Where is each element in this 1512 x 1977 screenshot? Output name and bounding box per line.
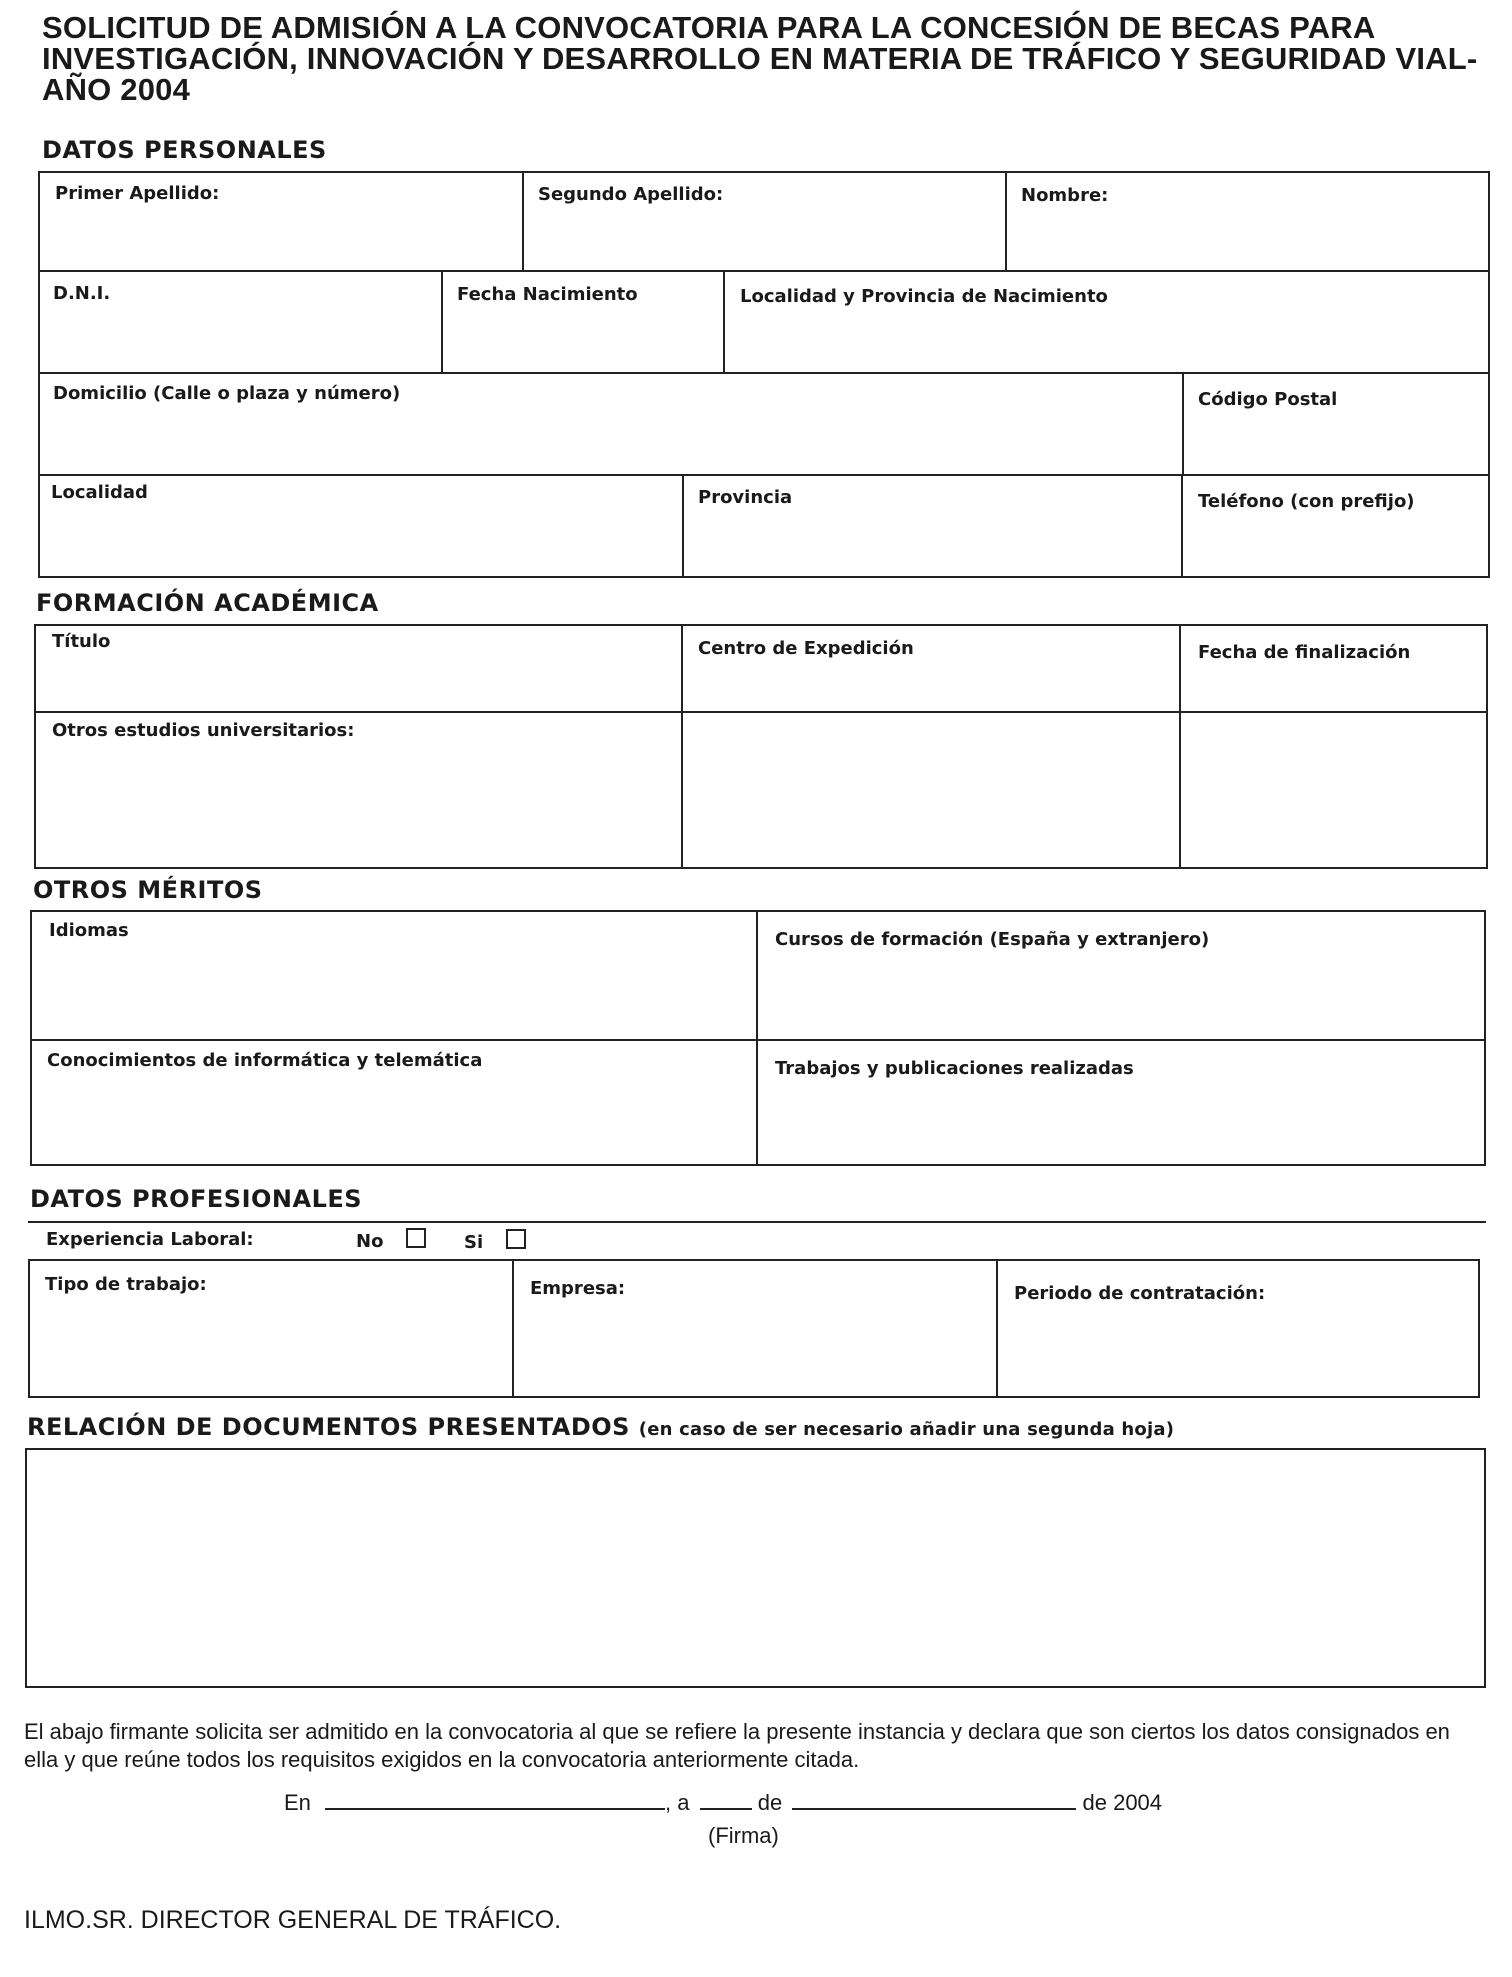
label-idiomas: Idiomas	[49, 920, 129, 941]
date-line	[284, 1790, 1162, 1816]
declaration-text: El abajo firmante solicita ser admitido en la convocatoria al que se refiere la presente instancia y declara que son ciertos los datos consignados en ella y que reúne todos los requisitos exigidos en la convocatoria anteriormente citada.	[24, 1719, 1450, 1772]
label-trabajos-publicaciones: Trabajos y publicaciones realizadas	[775, 1058, 1134, 1079]
divider	[723, 270, 725, 373]
divider	[38, 474, 1490, 476]
divider	[512, 1259, 514, 1398]
divider	[1181, 474, 1183, 578]
documentos-box[interactable]	[25, 1448, 1486, 1688]
label-centro-expedicion: Centro de Expedición	[698, 638, 914, 659]
section-heading-documentos	[27, 1413, 1174, 1441]
label-nombre: Nombre:	[1021, 185, 1109, 206]
profesionales-table	[28, 1259, 1480, 1398]
divider	[1005, 171, 1007, 271]
checkbox-no[interactable]	[406, 1228, 426, 1248]
label-experiencia-laboral: Experiencia Laboral:	[46, 1229, 254, 1250]
documentos-note: (en caso de ser necesario añadir una segunda hoja)	[638, 1419, 1175, 1440]
label-en: En	[284, 1790, 311, 1815]
label-si: Si	[464, 1232, 484, 1253]
blank-lugar[interactable]	[325, 1790, 665, 1810]
divider	[996, 1259, 998, 1398]
label-empresa: Empresa:	[530, 1278, 626, 1299]
section-heading-datos-personales: DATOS PERSONALES	[42, 136, 327, 164]
label-provincia: Provincia	[698, 487, 793, 508]
label-fecha-finalizacion: Fecha de finalización	[1198, 642, 1411, 663]
label-localidad: Localidad	[51, 482, 148, 503]
label-de-year: de 2004	[1082, 1790, 1163, 1815]
label-a: , a	[665, 1790, 690, 1815]
divider	[1179, 624, 1181, 869]
label-titulo: Título	[52, 631, 111, 652]
label-dni: D.N.I.	[53, 283, 111, 304]
label-firma: (Firma)	[708, 1823, 779, 1848]
label-domicilio: Domicilio (Calle o plaza y número)	[53, 383, 401, 404]
label-localidad-provincia-nacimiento: Localidad y Provincia de Nacimiento	[740, 286, 1108, 307]
label-codigo-postal: Código Postal	[1198, 389, 1338, 410]
meritos-table	[30, 910, 1486, 1166]
label-no: No	[356, 1231, 384, 1252]
label-otros-estudios: Otros estudios universitarios:	[52, 720, 355, 741]
section-heading-datos-profesionales: DATOS PROFESIONALES	[30, 1185, 363, 1213]
label-cursos-formacion: Cursos de formación (España y extranjero)	[775, 929, 1210, 950]
divider	[34, 711, 1488, 713]
divider	[28, 1221, 1486, 1223]
label-telefono: Teléfono (con prefijo)	[1198, 491, 1415, 512]
divider	[30, 1039, 1486, 1041]
documentos-heading-text: RELACIÓN DE DOCUMENTOS PRESENTADOS	[27, 1413, 630, 1441]
divider	[38, 372, 1490, 374]
divider	[1182, 372, 1184, 475]
label-primer-apellido: Primer Apellido:	[55, 183, 220, 204]
checkbox-si[interactable]	[506, 1229, 526, 1249]
label-informatica: Conocimientos de informática y telemática	[47, 1050, 483, 1071]
divider	[681, 624, 683, 869]
divider	[682, 474, 684, 578]
label-de: de	[757, 1790, 783, 1815]
label-tipo-trabajo: Tipo de trabajo:	[45, 1274, 207, 1295]
blank-mes[interactable]	[792, 1790, 1076, 1810]
section-heading-formacion: FORMACIÓN ACADÉMICA	[36, 589, 379, 617]
divider	[38, 270, 1490, 272]
section-heading-otros-meritos: OTROS MÉRITOS	[33, 876, 263, 904]
label-segundo-apellido: Segundo Apellido:	[538, 184, 724, 205]
blank-dia[interactable]	[700, 1790, 752, 1810]
addressee: ILMO.SR. DIRECTOR GENERAL DE TRÁFICO.	[24, 1906, 562, 1934]
label-periodo-contratacion: Periodo de contratación:	[1014, 1283, 1266, 1304]
label-fecha-nacimiento: Fecha Nacimiento	[457, 284, 638, 305]
document-title: SOLICITUD DE ADMISIÓN A LA CONVOCATORIA PARA LA CONCESIÓN DE BECAS PARA INVESTIGACIÓN, INNOVACIÓN Y DESARROLLO EN MATERIA DE TRÁFICO Y SEGURIDAD VIAL-AÑO 2004	[42, 10, 1478, 107]
datos-personales-table	[38, 171, 1490, 578]
divider	[441, 270, 443, 373]
divider	[522, 171, 524, 271]
divider	[756, 910, 758, 1166]
